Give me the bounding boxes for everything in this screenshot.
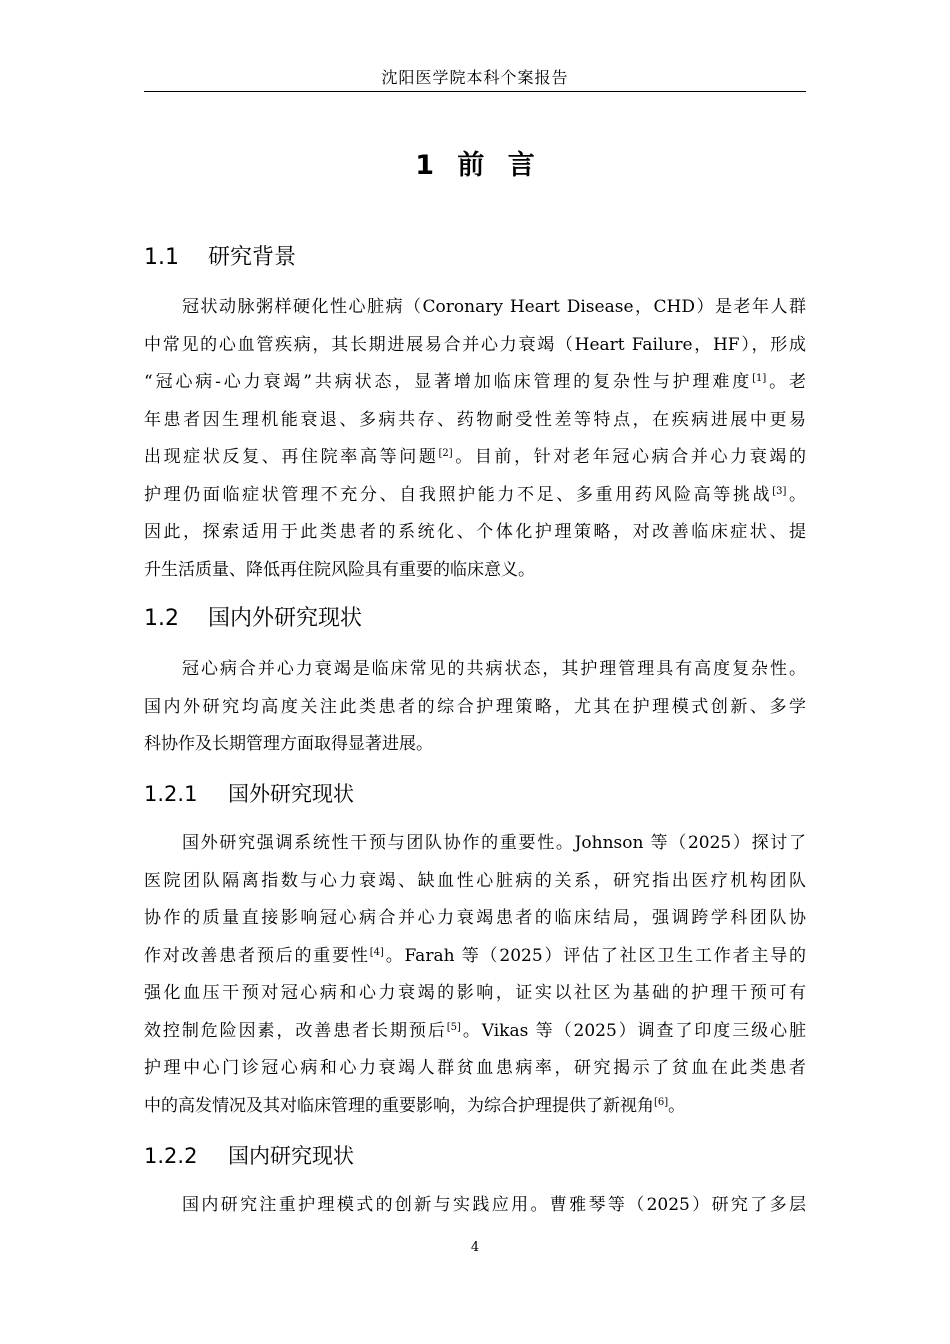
text-line: 协作的质量直接影响冠心病合并心力衰竭患者的临床结局，强调跨学科团队协 bbox=[144, 908, 806, 928]
paragraph-domestic-research bbox=[144, 1187, 806, 1225]
page-number: 4 bbox=[470, 1240, 480, 1255]
section-title: 研究背景 bbox=[208, 245, 297, 270]
section-heading-1-2 bbox=[144, 603, 362, 635]
text-line: 因此，探索适用于此类患者的系统化、个体化护理策略，对改善临床症状、提 bbox=[144, 522, 806, 542]
text-segment: 。目前，针对老年冠心病合并心力衰竭的 bbox=[452, 447, 807, 467]
text-line bbox=[144, 1088, 806, 1126]
text-line: 升生活质量、降低再住院风险具有重要的临床意义。 bbox=[144, 559, 535, 580]
text-segment: 。Farah 等（2025）评估了社区卫生工作者主导的 bbox=[383, 945, 807, 966]
citation-ref: [2] bbox=[438, 448, 453, 459]
header-divider bbox=[144, 91, 806, 92]
text-segment: 作对改善患者预后的重要性 bbox=[144, 945, 370, 966]
text-segment: 效控制危险因素，改善患者长期预后 bbox=[144, 1020, 447, 1041]
citation-ref: [1] bbox=[752, 373, 767, 384]
text-line bbox=[144, 364, 806, 402]
section-heading-1-2-2 bbox=[144, 1140, 354, 1172]
section-heading-1-2-1 bbox=[144, 778, 354, 810]
text-line: 护理中心门诊冠心病和心力衰竭人群贫血患病率，研究揭示了贫血在此类患者 bbox=[144, 1058, 806, 1078]
section-number: 1.2.1 bbox=[144, 782, 198, 806]
text-segment: 。 bbox=[668, 1095, 686, 1116]
text-segment: 。 bbox=[786, 484, 807, 505]
section-heading-1-1 bbox=[144, 242, 296, 274]
text-segment: 护理仍面临症状管理不充分、自我照护能力不足、多重用药风险高等挑战 bbox=[144, 484, 773, 505]
section-number: 1.2 bbox=[144, 606, 179, 631]
text-segment: “冠心病-心力衰竭”共病状态，显著增加临床管理的复杂性与护理难度 bbox=[144, 372, 753, 392]
chapter-title: 1 前 言 bbox=[415, 150, 535, 181]
text-segment: 。老 bbox=[766, 372, 807, 392]
section-title: 国内外研究现状 bbox=[208, 606, 363, 631]
text-segment: 出现症状反复、再住院率高等问题 bbox=[144, 447, 439, 467]
citation-ref: [5] bbox=[446, 1021, 461, 1033]
text-line: 国外研究强调系统性干预与团队协作的重要性。Johnson 等（2025）探讨了 bbox=[182, 833, 806, 853]
text-line: 医院团队隔离指数与心力衰竭、缺血性心脏病的关系，研究指出医疗机构团队 bbox=[144, 870, 806, 891]
text-segment: 中的高发情况及其对临床管理的重要影响，为综合护理提供了新视角 bbox=[144, 1095, 654, 1116]
citation-ref: [6] bbox=[654, 1096, 669, 1108]
text-line: 冠心病合并心力衰竭是临床常见的共病状态，其护理管理具有高度复杂性。 bbox=[182, 659, 806, 679]
text-line: 冠状动脉粥样硬化性心脏病（Coronary Heart Disease，CHD）是老年人群 bbox=[182, 297, 807, 317]
text-line: 国内研究注重护理模式的创新与实践应用。曹雅琴等（2025）研究了多层 bbox=[182, 1195, 806, 1215]
running-header: 沈阳医学院本科个案报告 bbox=[381, 68, 569, 87]
text-line bbox=[144, 439, 806, 477]
section-title: 国内研究现状 bbox=[228, 1144, 354, 1168]
citation-ref: [3] bbox=[772, 485, 787, 497]
citation-ref: [4] bbox=[369, 946, 384, 958]
text-segment: 。Vikas 等（2025）调查了印度三级心脏 bbox=[460, 1020, 806, 1041]
section-number: 1.2.2 bbox=[144, 1144, 198, 1168]
text-line: 年患者因生理机能衰退、多病共存、药物耐受性差等特点，在疾病进展中更易 bbox=[144, 409, 806, 430]
text-line: 科协作及长期管理方面取得显著进展。 bbox=[144, 734, 433, 754]
text-line: 国内外研究均高度关注此类患者的综合护理策略，尤其在护理模式创新、多学 bbox=[144, 696, 806, 717]
text-line: 强化血压干预对冠心病和心力衰竭的影响，证实以社区为基础的护理干预可有 bbox=[144, 983, 806, 1003]
paragraph-research-status bbox=[144, 651, 806, 764]
text-line bbox=[144, 477, 806, 515]
text-line: 中常见的心血管疾病，其长期进展易合并心力衰竭（Heart Failure，HF），形成 bbox=[144, 334, 806, 355]
paragraph-research-background bbox=[144, 289, 806, 589]
section-title: 国外研究现状 bbox=[228, 782, 354, 806]
section-number: 1.1 bbox=[144, 245, 179, 270]
paragraph-foreign-research bbox=[144, 825, 806, 1125]
text-line bbox=[144, 938, 806, 976]
text-line bbox=[144, 1013, 806, 1051]
